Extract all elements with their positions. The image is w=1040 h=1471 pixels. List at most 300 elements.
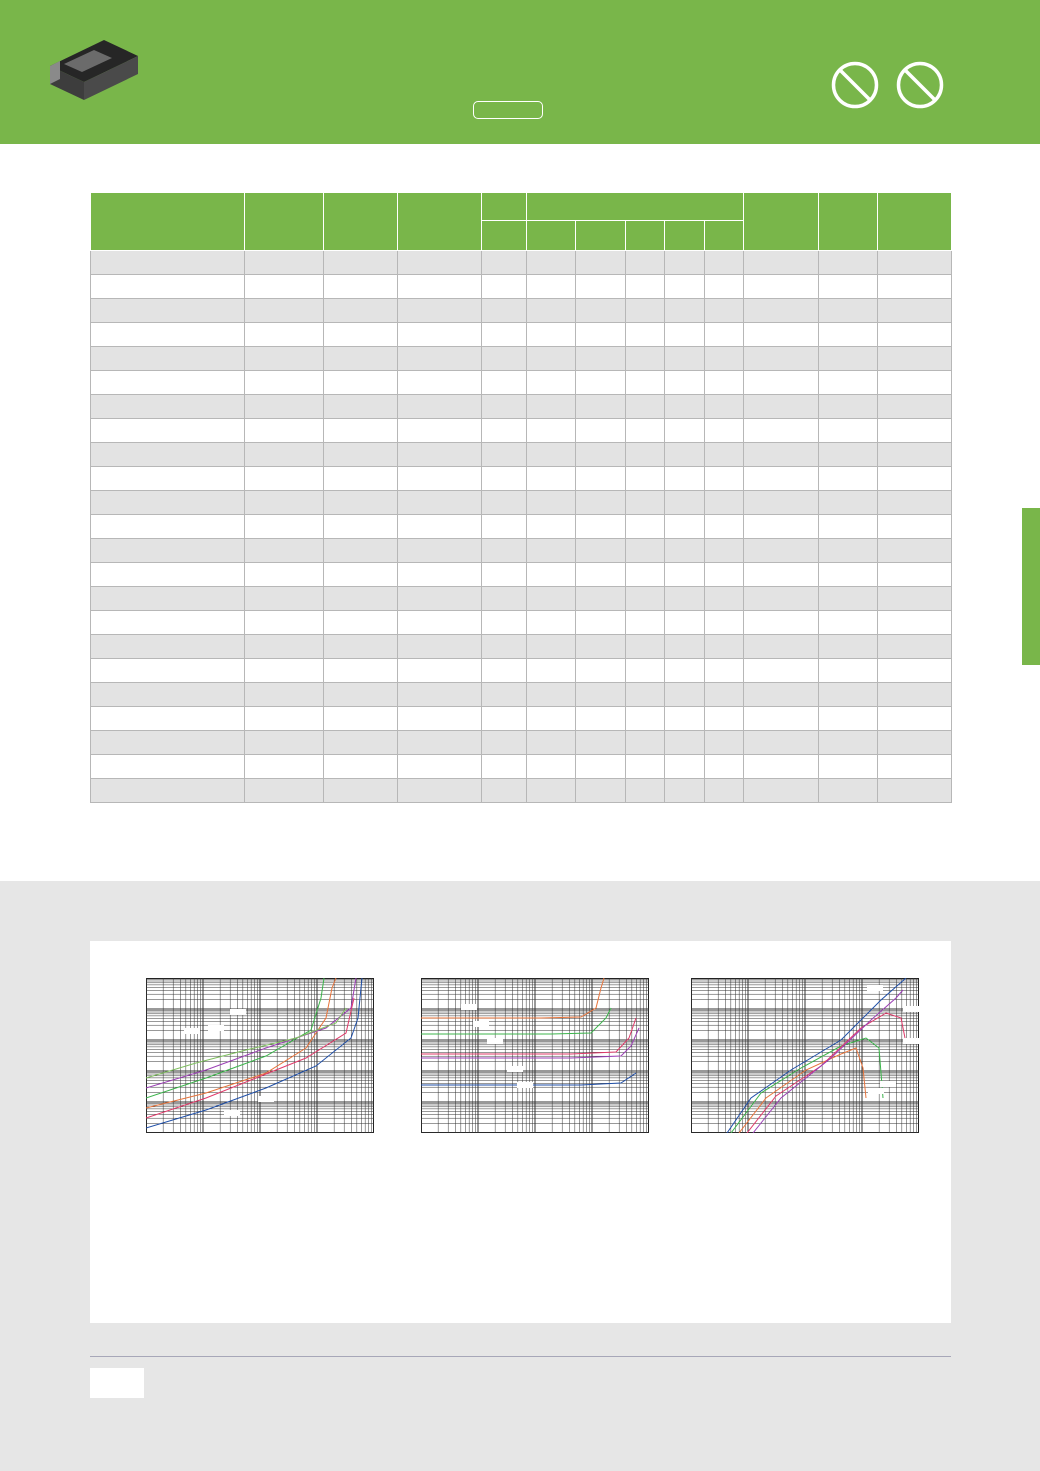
- table-cell: [665, 779, 705, 803]
- table-cell: [527, 491, 576, 515]
- table-cell: [744, 683, 819, 707]
- table-cell: [245, 419, 324, 443]
- table-cell: [398, 395, 482, 419]
- table-row: [91, 635, 952, 659]
- table-row: [91, 323, 952, 347]
- table-cell: [398, 755, 482, 779]
- table-cell: [482, 395, 527, 419]
- table-cell: [878, 563, 952, 587]
- series-label: [903, 1038, 919, 1044]
- table-cell: [576, 755, 626, 779]
- table-cell: [91, 275, 245, 299]
- table-cell: [878, 443, 952, 467]
- table-cell: [324, 659, 398, 683]
- table-cell: [878, 467, 952, 491]
- table-cell: [819, 419, 878, 443]
- table-cell: [398, 659, 482, 683]
- header-cell: [705, 221, 744, 251]
- table-cell: [626, 659, 665, 683]
- table-row: [91, 611, 952, 635]
- section-side-tab[interactable]: [1022, 508, 1040, 665]
- table-cell: [91, 563, 245, 587]
- table-cell: [91, 707, 245, 731]
- table-cell: [576, 515, 626, 539]
- table-cell: [665, 323, 705, 347]
- table-cell: [398, 491, 482, 515]
- table-cell: [482, 467, 527, 491]
- table-cell: [398, 443, 482, 467]
- table-cell: [482, 515, 527, 539]
- table-cell: [705, 251, 744, 275]
- table-cell: [626, 779, 665, 803]
- table-cell: [324, 323, 398, 347]
- table-cell: [482, 635, 527, 659]
- table-cell: [819, 659, 878, 683]
- table-cell: [91, 731, 245, 755]
- table-cell: [91, 779, 245, 803]
- characteristic-chart-2: [421, 978, 649, 1133]
- table-cell: [398, 299, 482, 323]
- table-cell: [245, 251, 324, 275]
- table-cell: [626, 275, 665, 299]
- characteristic-chart-1: [146, 978, 374, 1133]
- table-cell: [576, 299, 626, 323]
- table-cell: [626, 635, 665, 659]
- series-label: [507, 1066, 523, 1072]
- table-cell: [878, 635, 952, 659]
- table-cell: [527, 275, 576, 299]
- table-cell: [91, 323, 245, 347]
- table-cell: [324, 467, 398, 491]
- table-cell: [527, 251, 576, 275]
- table-cell: [819, 251, 878, 275]
- table-cell: [482, 611, 527, 635]
- table-cell: [705, 539, 744, 563]
- header-cell: [482, 221, 527, 251]
- table-cell: [324, 563, 398, 587]
- table-cell: [744, 467, 819, 491]
- table-cell: [665, 299, 705, 323]
- table-cell: [576, 275, 626, 299]
- table-cell: [744, 443, 819, 467]
- table-cell: [705, 515, 744, 539]
- table-cell: [398, 371, 482, 395]
- table-cell: [819, 707, 878, 731]
- table-cell: [626, 323, 665, 347]
- table-cell: [819, 491, 878, 515]
- table-cell: [91, 443, 245, 467]
- table-cell: [878, 611, 952, 635]
- table-cell: [324, 347, 398, 371]
- table-cell: [626, 347, 665, 371]
- table-cell: [705, 731, 744, 755]
- table-cell: [744, 563, 819, 587]
- table-cell: [527, 419, 576, 443]
- table-cell: [744, 587, 819, 611]
- table-row: [91, 467, 952, 491]
- table-cell: [744, 251, 819, 275]
- table-cell: [819, 299, 878, 323]
- table-cell: [91, 635, 245, 659]
- table-cell: [91, 491, 245, 515]
- table-cell: [527, 731, 576, 755]
- table-cell: [744, 707, 819, 731]
- table-cell: [398, 539, 482, 563]
- prohibited-icon: [895, 60, 945, 110]
- table-row: [91, 515, 952, 539]
- table-cell: [482, 491, 527, 515]
- table-cell: [878, 539, 952, 563]
- table-cell: [705, 779, 744, 803]
- series-label: [461, 1004, 477, 1010]
- table-cell: [665, 275, 705, 299]
- table-cell: [324, 587, 398, 611]
- table-cell: [398, 275, 482, 299]
- table-cell: [626, 563, 665, 587]
- table-row: [91, 299, 952, 323]
- table-cell: [705, 707, 744, 731]
- table-cell: [398, 611, 482, 635]
- table-cell: [819, 275, 878, 299]
- table-cell: [527, 707, 576, 731]
- header-cell: [324, 193, 398, 251]
- table-cell: [398, 419, 482, 443]
- table-cell: [482, 731, 527, 755]
- table-cell: [324, 299, 398, 323]
- table-cell: [527, 347, 576, 371]
- table-cell: [482, 323, 527, 347]
- table-cell: [324, 251, 398, 275]
- table-row: [91, 731, 952, 755]
- table-cell: [91, 755, 245, 779]
- table-cell: [91, 395, 245, 419]
- table-cell: [245, 275, 324, 299]
- smd-component-chip: [42, 34, 142, 106]
- series-label: [230, 1009, 246, 1015]
- table-cell: [665, 443, 705, 467]
- table-cell: [527, 755, 576, 779]
- table-row: [91, 659, 952, 683]
- table-cell: [245, 635, 324, 659]
- table-cell: [398, 347, 482, 371]
- table-cell: [324, 539, 398, 563]
- table-cell: [482, 419, 527, 443]
- table-cell: [819, 443, 878, 467]
- table-cell: [626, 587, 665, 611]
- footer-rule: [90, 1356, 951, 1357]
- table-cell: [665, 563, 705, 587]
- table-cell: [527, 635, 576, 659]
- table-cell: [576, 659, 626, 683]
- table-cell: [665, 467, 705, 491]
- table-cell: [324, 731, 398, 755]
- table-cell: [245, 779, 324, 803]
- table-cell: [744, 371, 819, 395]
- chart-panel: [90, 941, 951, 1323]
- table-cell: [878, 731, 952, 755]
- table-row: [91, 395, 952, 419]
- header-cell: [744, 193, 819, 251]
- table-cell: [705, 755, 744, 779]
- table-cell: [324, 491, 398, 515]
- table-cell: [245, 755, 324, 779]
- table-cell: [398, 467, 482, 491]
- table-cell: [744, 539, 819, 563]
- table-cell: [245, 659, 324, 683]
- table-cell: [398, 587, 482, 611]
- table-cell: [878, 587, 952, 611]
- table-cell: [91, 683, 245, 707]
- series-label: [258, 1096, 274, 1102]
- table-cell: [819, 323, 878, 347]
- table-cell: [398, 563, 482, 587]
- table-cell: [91, 419, 245, 443]
- table-cell: [91, 467, 245, 491]
- table-cell: [324, 443, 398, 467]
- table-cell: [665, 491, 705, 515]
- table-cell: [91, 659, 245, 683]
- table-cell: [576, 611, 626, 635]
- table-cell: [744, 755, 819, 779]
- table-cell: [626, 299, 665, 323]
- table-cell: [527, 323, 576, 347]
- table-cell: [576, 731, 626, 755]
- table-row: [91, 563, 952, 587]
- table-cell: [626, 467, 665, 491]
- table-cell: [819, 779, 878, 803]
- table-cell: [665, 395, 705, 419]
- table-cell: [576, 419, 626, 443]
- table-cell: [398, 779, 482, 803]
- table-cell: [878, 491, 952, 515]
- table-cell: [245, 539, 324, 563]
- table-cell: [819, 347, 878, 371]
- header-cell: [482, 193, 527, 221]
- table-cell: [878, 683, 952, 707]
- table-cell: [819, 683, 878, 707]
- table-cell: [245, 683, 324, 707]
- table-cell: [576, 779, 626, 803]
- series-label: [184, 1028, 200, 1034]
- table-cell: [744, 659, 819, 683]
- table-cell: [245, 467, 324, 491]
- table-cell: [245, 515, 324, 539]
- table-cell: [245, 587, 324, 611]
- series-label: [517, 1082, 533, 1088]
- table-cell: [665, 635, 705, 659]
- table-cell: [665, 587, 705, 611]
- table-cell: [626, 419, 665, 443]
- table-cell: [245, 371, 324, 395]
- table-cell: [744, 347, 819, 371]
- table-cell: [324, 419, 398, 443]
- table-cell: [744, 275, 819, 299]
- table-cell: [576, 635, 626, 659]
- table-cell: [324, 515, 398, 539]
- table-cell: [527, 683, 576, 707]
- table-cell: [665, 683, 705, 707]
- header-banner: [0, 0, 1040, 144]
- table-cell: [819, 611, 878, 635]
- table-cell: [878, 779, 952, 803]
- table-cell: [705, 467, 744, 491]
- header-cell: [91, 193, 245, 251]
- table-cell: [576, 707, 626, 731]
- table-cell: [576, 491, 626, 515]
- table-cell: [91, 371, 245, 395]
- table-cell: [705, 371, 744, 395]
- header-cell: [626, 221, 665, 251]
- table-cell: [324, 707, 398, 731]
- table-cell: [744, 395, 819, 419]
- table-cell: [665, 659, 705, 683]
- table-cell: [576, 323, 626, 347]
- table-cell: [245, 347, 324, 371]
- table-cell: [744, 611, 819, 635]
- header-label-pill: [473, 101, 543, 119]
- table-cell: [482, 563, 527, 587]
- header-cell: [245, 193, 324, 251]
- table-cell: [527, 395, 576, 419]
- table-cell: [878, 251, 952, 275]
- table-cell: [744, 779, 819, 803]
- table-cell: [744, 731, 819, 755]
- table-cell: [626, 371, 665, 395]
- table-cell: [245, 395, 324, 419]
- table-cell: [878, 275, 952, 299]
- table-cell: [705, 491, 744, 515]
- table-cell: [576, 467, 626, 491]
- table-cell: [819, 371, 878, 395]
- table-cell: [819, 515, 878, 539]
- table-cell: [665, 371, 705, 395]
- table-cell: [705, 395, 744, 419]
- table-cell: [576, 563, 626, 587]
- table-cell: [705, 275, 744, 299]
- table-cell: [527, 515, 576, 539]
- table-cell: [744, 491, 819, 515]
- table-cell: [245, 731, 324, 755]
- table-cell: [626, 707, 665, 731]
- table-cell: [665, 707, 705, 731]
- table-cell: [527, 563, 576, 587]
- prohibited-icon: [830, 60, 880, 110]
- table-cell: [245, 563, 324, 587]
- table-cell: [398, 731, 482, 755]
- table-cell: [576, 347, 626, 371]
- table-cell: [527, 299, 576, 323]
- table-cell: [482, 755, 527, 779]
- table-row: [91, 371, 952, 395]
- table-row: [91, 779, 952, 803]
- table-cell: [324, 371, 398, 395]
- table-cell: [665, 347, 705, 371]
- table-cell: [324, 755, 398, 779]
- table-cell: [482, 299, 527, 323]
- header-cell: [398, 193, 482, 251]
- table-cell: [324, 683, 398, 707]
- table-cell: [819, 539, 878, 563]
- table-cell: [665, 731, 705, 755]
- table-cell: [482, 707, 527, 731]
- table-cell: [324, 275, 398, 299]
- table-cell: [819, 635, 878, 659]
- table-cell: [878, 515, 952, 539]
- table-row: [91, 539, 952, 563]
- table-cell: [626, 755, 665, 779]
- table-row: [91, 587, 952, 611]
- table-cell: [878, 659, 952, 683]
- table-cell: [705, 563, 744, 587]
- page-number-box: [90, 1368, 144, 1398]
- table-row: [91, 419, 952, 443]
- table-cell: [398, 683, 482, 707]
- table-cell: [744, 515, 819, 539]
- table-cell: [245, 491, 324, 515]
- table-cell: [576, 371, 626, 395]
- header-cell: [576, 221, 626, 251]
- table-cell: [878, 347, 952, 371]
- table-cell: [626, 251, 665, 275]
- table-cell: [324, 779, 398, 803]
- table-row: [91, 707, 952, 731]
- table-cell: [398, 635, 482, 659]
- table-cell: [245, 707, 324, 731]
- table-cell: [576, 539, 626, 563]
- table-row: [91, 251, 952, 275]
- table-cell: [527, 659, 576, 683]
- table-cell: [819, 563, 878, 587]
- table-cell: [576, 683, 626, 707]
- table-cell: [245, 443, 324, 467]
- header-cell: [527, 221, 576, 251]
- table-cell: [482, 683, 527, 707]
- table-cell: [482, 587, 527, 611]
- series-label: [487, 1038, 503, 1044]
- table-cell: [398, 323, 482, 347]
- table-cell: [665, 251, 705, 275]
- table-cell: [576, 251, 626, 275]
- table-cell: [482, 251, 527, 275]
- table-cell: [705, 611, 744, 635]
- series-label: [867, 985, 883, 991]
- table-cell: [527, 587, 576, 611]
- table-cell: [398, 251, 482, 275]
- table-cell: [527, 539, 576, 563]
- header-cell: [819, 193, 878, 251]
- table-cell: [482, 659, 527, 683]
- table-cell: [878, 707, 952, 731]
- series-label: [903, 1006, 919, 1012]
- table-row: [91, 443, 952, 467]
- table-cell: [626, 443, 665, 467]
- table-cell: [665, 539, 705, 563]
- table-cell: [705, 659, 744, 683]
- table-cell: [245, 299, 324, 323]
- table-cell: [878, 323, 952, 347]
- table-row: [91, 683, 952, 707]
- table-cell: [527, 611, 576, 635]
- table-cell: [482, 275, 527, 299]
- table-cell: [527, 779, 576, 803]
- table-cell: [744, 323, 819, 347]
- characteristic-chart-3: [691, 978, 919, 1133]
- table-cell: [665, 755, 705, 779]
- table-cell: [665, 419, 705, 443]
- series-label: [473, 1021, 489, 1027]
- table-cell: [705, 683, 744, 707]
- table-cell: [482, 371, 527, 395]
